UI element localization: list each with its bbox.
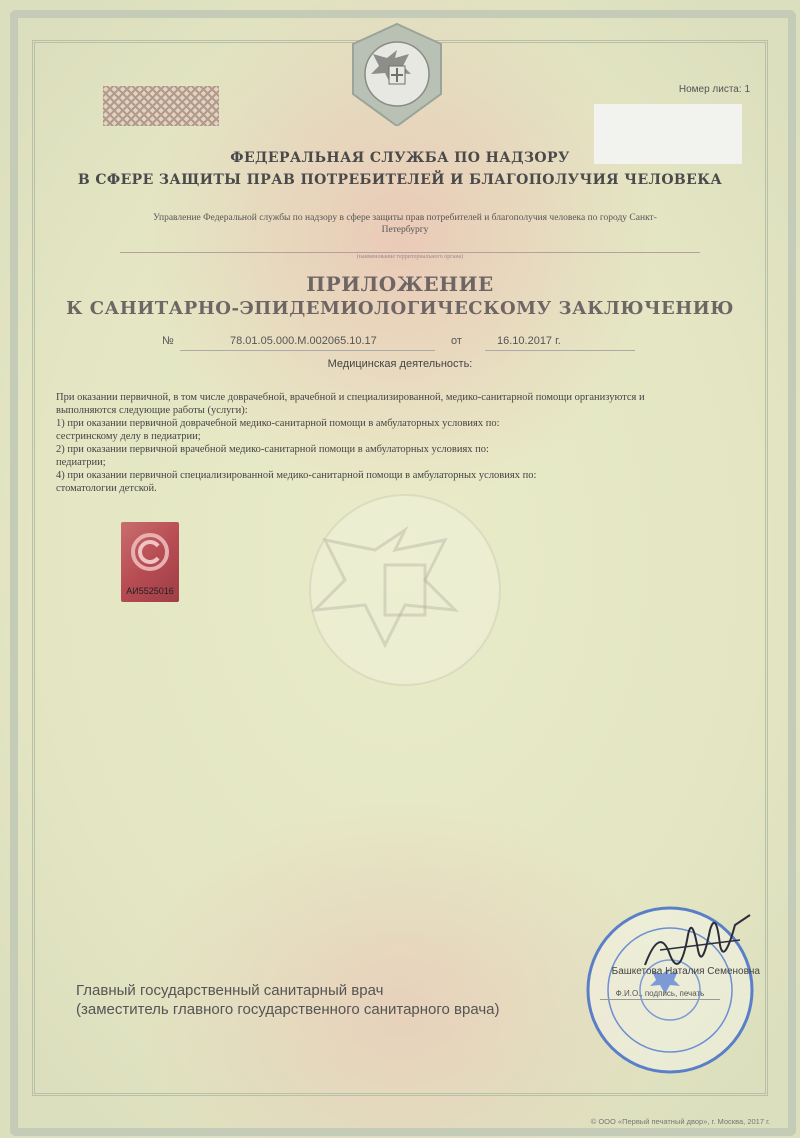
agency-title-line1: ФЕДЕРАЛЬНАЯ СЛУЖБА ПО НАДЗОРУ bbox=[230, 150, 570, 166]
office-underline bbox=[120, 252, 700, 253]
services-line: При оказании первичной, в том числе доврачебной, врачебной и специализированной, медико-санитарной помощи организуются и bbox=[56, 392, 645, 403]
hologram-sticker bbox=[121, 522, 179, 602]
signature-underline bbox=[600, 999, 720, 1000]
signatory-title-line1: Главный государственный санитарный врач bbox=[76, 982, 384, 999]
services-line: педиатрии; bbox=[56, 457, 106, 468]
conclusion-number: 78.01.05.000.М.002065.10.17 bbox=[230, 335, 377, 347]
printer-footer: © ООО «Первый печатный двор», г. Москва, 2017 г. bbox=[590, 1117, 770, 1126]
document-title: ПРИЛОЖЕНИЕ bbox=[306, 272, 494, 296]
security-pattern bbox=[103, 86, 219, 126]
sheet-number-label: Номер листа: bbox=[678, 84, 742, 95]
hologram-code: АИ5525016 bbox=[126, 586, 174, 596]
sheet-number bbox=[600, 84, 750, 95]
conclusion-date: 16.10.2017 г. bbox=[497, 335, 561, 347]
signatory-name: Башкетова Наталия Семеновна bbox=[611, 966, 760, 977]
signatory-title bbox=[76, 981, 596, 1019]
document-subtitle: К САНИТАРНО-ЭПИДЕМИОЛОГИЧЕСКОМУ ЗАКЛЮЧЕНИЮ bbox=[66, 298, 734, 319]
number-label: № bbox=[162, 335, 174, 347]
services-line: стоматологии детской. bbox=[56, 483, 157, 494]
services-line: 1) при оказании первичной доврачебной медико-санитарной помощи в амбулаторных условиях по: bbox=[56, 418, 500, 429]
services-list bbox=[56, 391, 726, 495]
office-line2: Петербургу bbox=[381, 225, 429, 235]
date-underline bbox=[485, 350, 635, 351]
services-line: выполняются следующие работы (услуги): bbox=[56, 405, 248, 416]
number-underline bbox=[180, 350, 435, 351]
hologram-icon bbox=[130, 532, 170, 572]
office-caption: (наименование территориального органа) bbox=[356, 254, 464, 260]
date-label: от bbox=[451, 335, 462, 347]
office-line1: Управление Федеральной службы по надзору в сфере защиты прав потребителей и благополучия человека по городу Санкт- bbox=[153, 213, 657, 223]
sheet-number-value: 1 bbox=[744, 84, 750, 95]
services-line: сестринскому делу в педиатрии; bbox=[56, 431, 201, 442]
russian-eagle-emblem bbox=[345, 22, 449, 126]
agency-title-line2: В СФЕРЕ ЗАЩИТЫ ПРАВ ПОТРЕБИТЕЛЕЙ И БЛАГОПОЛУЧИЯ ЧЕЛОВЕКА bbox=[77, 172, 723, 188]
services-line: 4) при оказании первичной специализированной медико-санитарной помощи в амбулаторных условиях по: bbox=[56, 470, 537, 481]
activity-type: Медицинская деятельность: bbox=[327, 358, 473, 370]
territorial-office bbox=[60, 212, 750, 236]
watermark-emblem bbox=[255, 490, 555, 710]
services-line: 2) при оказании первичной врачебной медико-санитарной помощи в амбулаторных условиях по: bbox=[56, 444, 489, 455]
signature-caption: Ф.И.О., подпись, печать bbox=[615, 989, 705, 998]
signatory-title-line2: (заместитель главного государственного санитарного врача) bbox=[76, 1001, 500, 1018]
